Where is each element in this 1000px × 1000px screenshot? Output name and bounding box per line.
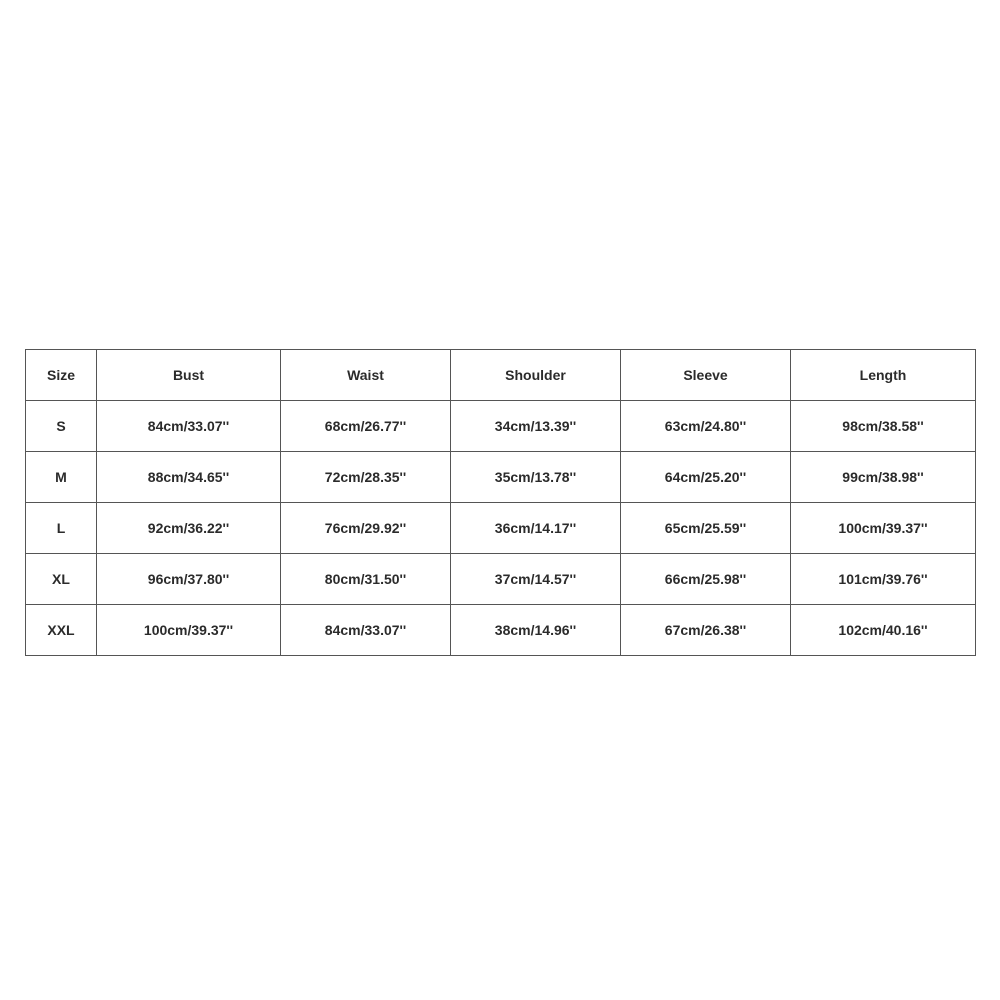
table-row [26, 401, 976, 452]
sleeve-cell: 67cm/26.38'' [621, 605, 791, 656]
bust-cell: 88cm/34.65'' [97, 452, 281, 503]
length-cell: 100cm/39.37'' [791, 503, 976, 554]
length-cell: 102cm/40.16'' [791, 605, 976, 656]
table-row [26, 452, 976, 503]
size-cell: M [26, 452, 97, 503]
sleeve-cell: 63cm/24.80'' [621, 401, 791, 452]
size-cell: XXL [26, 605, 97, 656]
sleeve-cell: 64cm/25.20'' [621, 452, 791, 503]
length-cell: 98cm/38.58'' [791, 401, 976, 452]
length-cell: 99cm/38.98'' [791, 452, 976, 503]
bust-cell: 84cm/33.07'' [97, 401, 281, 452]
header-sleeve: Sleeve [621, 350, 791, 401]
header-bust: Bust [97, 350, 281, 401]
length-cell: 101cm/39.76'' [791, 554, 976, 605]
sleeve-cell: 66cm/25.98'' [621, 554, 791, 605]
header-length: Length [791, 350, 976, 401]
sleeve-cell: 65cm/25.59'' [621, 503, 791, 554]
shoulder-cell: 35cm/13.78'' [451, 452, 621, 503]
header-shoulder: Shoulder [451, 350, 621, 401]
bust-cell: 92cm/36.22'' [97, 503, 281, 554]
header-row [26, 350, 976, 401]
header-waist: Waist [281, 350, 451, 401]
header-size: Size [26, 350, 97, 401]
waist-cell: 76cm/29.92'' [281, 503, 451, 554]
waist-cell: 72cm/28.35'' [281, 452, 451, 503]
table-row [26, 554, 976, 605]
bust-cell: 96cm/37.80'' [97, 554, 281, 605]
shoulder-cell: 36cm/14.17'' [451, 503, 621, 554]
bust-cell: 100cm/39.37'' [97, 605, 281, 656]
size-chart-table [25, 349, 976, 656]
waist-cell: 80cm/31.50'' [281, 554, 451, 605]
table-row [26, 503, 976, 554]
size-cell: S [26, 401, 97, 452]
shoulder-cell: 38cm/14.96'' [451, 605, 621, 656]
table-row [26, 605, 976, 656]
shoulder-cell: 34cm/13.39'' [451, 401, 621, 452]
waist-cell: 84cm/33.07'' [281, 605, 451, 656]
waist-cell: 68cm/26.77'' [281, 401, 451, 452]
size-cell: L [26, 503, 97, 554]
shoulder-cell: 37cm/14.57'' [451, 554, 621, 605]
size-cell: XL [26, 554, 97, 605]
